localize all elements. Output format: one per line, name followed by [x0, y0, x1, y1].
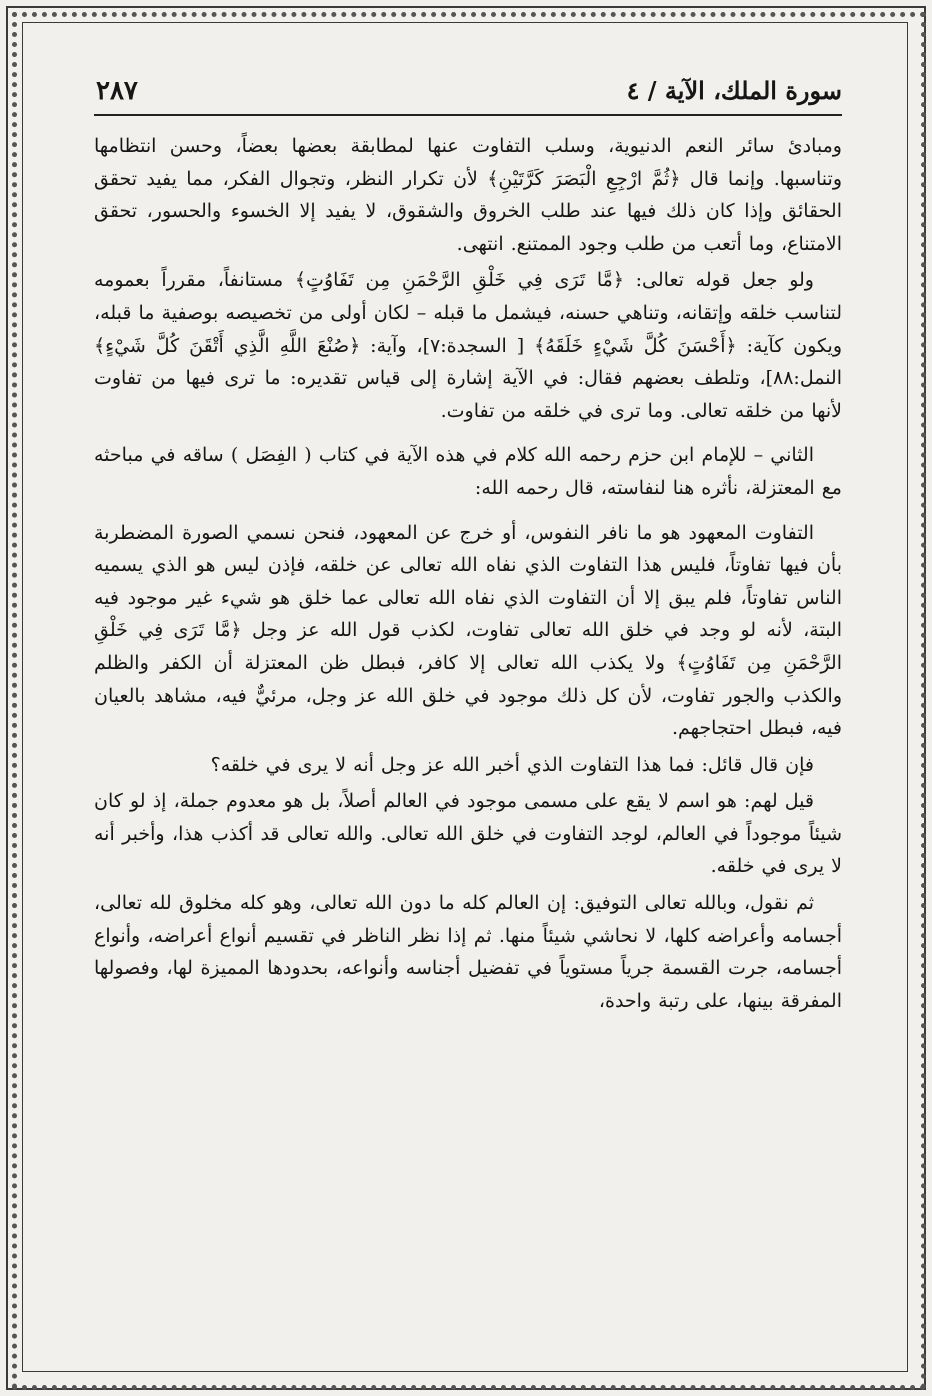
- paragraph-7: ثم نقول، وبالله تعالى التوفيق: إن العالم كله ما دون الله تعالى، وهو كله مخلوق لله تعالى، أجسامه وأعراضه كلها، لا نحاشي شيئاً منها. ثم إذا نظر الناظر في تقسيم أنواع أعراضه، وأنواع أجسامه، جرت القسمة جرياً مستوياً في تفضيل أجناسه وأنواعه، بحدودها المميزة لها، وفصولها المفرقة بينها، على رتبة واحدة،: [94, 892, 842, 1012]
- paragraph-2: ولو جعل قوله تعالى: ﴿مَّا تَرَى فِي خَلْقِ الرَّحْمَنِ مِن تَفَاوُتٍ﴾ مستانفاً، مقرراً بعمومه لتناسب خلقه وإتقانه، وتناهي حسنه، فيشمل ما قبله – لكان أولى من تخصيصه بوصفية ما قبله، ويكون كآية: ﴿أَحْسَنَ كُلَّ شَيْءٍ خَلَقَهُ﴾ [ السجدة:٧]، وآية: ﴿صُنْعَ اللَّهِ الَّذِي أَتْقَنَ كُلَّ شَيْءٍ﴾ النمل:٨٨]، وتلطف بعضهم فقال: في الآية إشارة إلى قياس تقديره: ما ترى فيها من تفاوت لأنها من خلقه تعالى. وما ترى في خلقه من تفاوت.: [94, 269, 842, 422]
- paragraph-5: فإن قال قائل: فما هذا التفاوت الذي أخبر الله عز وجل أنه لا يرى في خلقه؟: [210, 753, 814, 776]
- paragraph-4: التفاوت المعهود هو ما نافر النفوس، أو خرج عن المعهود، فنحن نسمي الصورة المضطربة بأن فيها تفاوتاً، فليس هذا التفاوت الذي نفاه الله تعالى عن خلقه، فإذن ليس هو الذي يسميه الناس تفاوتاً، فلم يبق إلا أن التفاوت الذي نفاه الله تعالى عما خلق هو شيء غير موجود فيه البتة، لأنه لو وجد في خلق الله تعالى تفاوت، لكذب قول الله عز وجل ﴿مَّا تَرَى فِي خَلْقِ الرَّحْمَنِ مِن تَفَاوُتٍ﴾ ولا يكذب الله تعالى إلا كافر، فبطل ظن المعتزلة أن الكفر والظلم والكذب والجور تفاوت، لأن كل ذلك موجود في خلق الله عز وجل، مرئيٌّ فيه، مشاهد بالعيان فيه، فبطل احتجاجهم.: [94, 521, 842, 740]
- running-head: سورة الملك، الآية / ٤: [626, 76, 842, 105]
- page-body: [94, 130, 842, 1021]
- page-number: ٢٨٧: [96, 76, 138, 106]
- header-rule: [94, 114, 842, 116]
- paragraph-3: الثاني – للإمام ابن حزم رحمه الله كلام في هذه الآية في كتاب ( الفِصَل ) ساقه في مباحثه مع المعتزلة، نأثره هنا لنفاسته، قال رحمه الله:: [94, 444, 842, 499]
- book-page: [94, 70, 842, 1376]
- paragraph-6: قيل لهم: هو اسم لا يقع على مسمى موجود في العالم أصلاً، بل هو معدوم جملة، إذ لو كان شيئاً موجوداً في العالم، لوجد التفاوت في خلق الله تعالى. والله تعالى قد أكذب هذا، وأخبر أنه لا يرى في خلقه.: [94, 790, 842, 878]
- paragraph-1: ومبادئ سائر النعم الدنيوية، وسلب التفاوت عنها لمطابقة بعضها بعضاً، وحسن انتظامها وتناسبها. وإنما قال ﴿ثُمَّ ارْجِعِ الْبَصَرَ كَرَّتَيْنِ﴾ لأن تكرار النظر، وتجوال الفكر، مما يفيد تحقق الحقائق وإذا كان ذلك فيها عند طلب الخروق والشقوق، لا يفيد إلا الخسوء والحسور، تحقق الامتناع، وما أتعب من طلب وجود الممتنع. انتهى.: [94, 135, 842, 255]
- page-header: [94, 70, 842, 110]
